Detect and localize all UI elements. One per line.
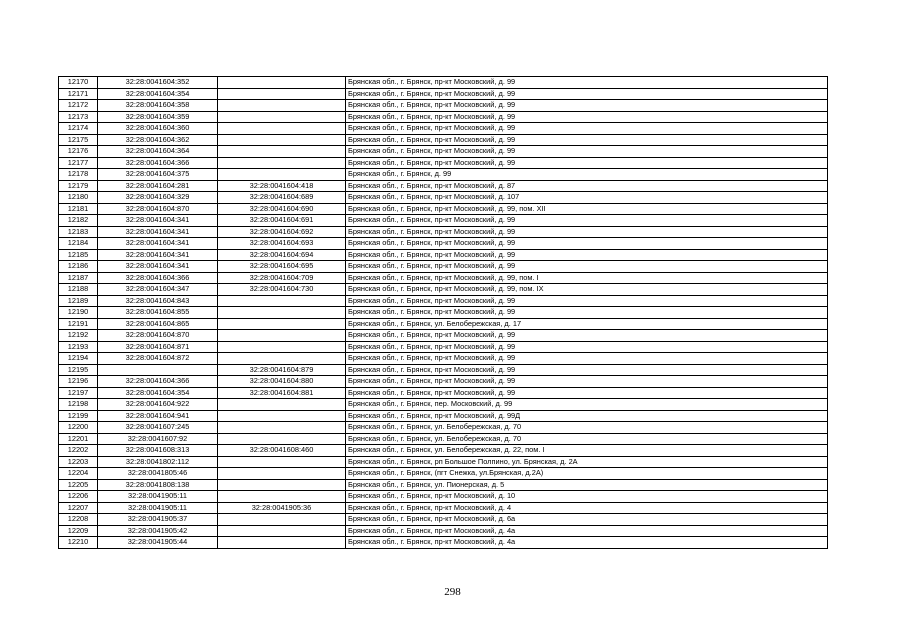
linked-cadastral-number-cell [218, 537, 346, 549]
cadastral-number-cell [98, 364, 218, 376]
cadastral-number-cell: 32:28:0041905:11 [98, 502, 218, 514]
cadastral-number-cell: 32:28:0041604:329 [98, 192, 218, 204]
linked-cadastral-number-cell [218, 433, 346, 445]
linked-cadastral-number-cell [218, 399, 346, 411]
linked-cadastral-number-cell [218, 514, 346, 526]
address-cell: Брянская обл., г. Брянск, пр-кт Московский, д. 99 [346, 215, 828, 227]
address-cell: Брянская обл., г. Брянск, пр-кт Московский, д. 87 [346, 180, 828, 192]
address-cell: Брянская обл., г. Брянск, пр-кт Московский, д. 99 [346, 295, 828, 307]
cadastral-number-cell: 32:28:0041604:855 [98, 307, 218, 319]
linked-cadastral-number-cell: 32:28:0041604:689 [218, 192, 346, 204]
cadastral-number-cell: 32:28:0041905:44 [98, 537, 218, 549]
row-number-cell: 12204 [59, 468, 98, 480]
address-cell: Брянская обл., г. Брянск, пр-кт Московский, д. 99 [346, 111, 828, 123]
cadastral-number-cell: 32:28:0041604:341 [98, 215, 218, 227]
cadastral-number-cell: 32:28:0041604:922 [98, 399, 218, 411]
cadastral-number-cell: 32:28:0041604:341 [98, 261, 218, 273]
linked-cadastral-number-cell [218, 88, 346, 100]
linked-cadastral-number-cell [218, 456, 346, 468]
address-cell: Брянская обл., г. Брянск, пр-кт Московский, д. 99 [346, 364, 828, 376]
cadastral-number-cell: 32:28:0041802:112 [98, 456, 218, 468]
table-row [59, 502, 828, 514]
linked-cadastral-number-cell: 32:28:0041608:460 [218, 445, 346, 457]
table-row [59, 410, 828, 422]
table-row [59, 77, 828, 89]
row-number-cell: 12186 [59, 261, 98, 273]
cadastral-number-cell: 32:28:0041604:375 [98, 169, 218, 181]
row-number-cell: 12177 [59, 157, 98, 169]
row-number-cell: 12200 [59, 422, 98, 434]
address-cell: Брянская обл., г. Брянск, пр-кт Московский, д. 99 [346, 376, 828, 388]
row-number-cell: 12179 [59, 180, 98, 192]
table-row [59, 157, 828, 169]
address-cell: Брянская обл., г. Брянск, ул. Белобережская, д. 22, пом. I [346, 445, 828, 457]
cadastral-number-cell: 32:28:0041604:358 [98, 100, 218, 112]
address-cell: Брянская обл., г. Брянск, пр-кт Московский, д. 99 [346, 157, 828, 169]
linked-cadastral-number-cell [218, 111, 346, 123]
table-row [59, 433, 828, 445]
cadastral-number-cell: 32:28:0041604:843 [98, 295, 218, 307]
row-number-cell: 12187 [59, 272, 98, 284]
address-cell: Брянская обл., г. Брянск, пр-кт Московский, д. 99 [346, 88, 828, 100]
table-row [59, 88, 828, 100]
cadastral-number-cell: 32:28:0041604:364 [98, 146, 218, 158]
row-number-cell: 12189 [59, 295, 98, 307]
address-cell: Брянская обл., г. Брянск, пр-кт Московский, д. 107 [346, 192, 828, 204]
table-row [59, 399, 828, 411]
linked-cadastral-number-cell [218, 330, 346, 342]
cadastral-number-cell: 32:28:0041608:313 [98, 445, 218, 457]
row-number-cell: 12170 [59, 77, 98, 89]
row-number-cell: 12174 [59, 123, 98, 135]
table-row [59, 422, 828, 434]
linked-cadastral-number-cell: 32:28:0041905:36 [218, 502, 346, 514]
address-cell: Брянская обл., г. Брянск, (пгт Снежка, ул.Брянская, д.2А) [346, 468, 828, 480]
table-row [59, 261, 828, 273]
page-number: 298 [444, 586, 461, 598]
table-row [59, 468, 828, 480]
linked-cadastral-number-cell: 32:28:0041604:730 [218, 284, 346, 296]
table-row [59, 295, 828, 307]
linked-cadastral-number-cell [218, 410, 346, 422]
address-cell: Брянская обл., г. Брянск, ул. Белобережская, д. 70 [346, 422, 828, 434]
row-number-cell: 12198 [59, 399, 98, 411]
row-number-cell: 12205 [59, 479, 98, 491]
table-row [59, 364, 828, 376]
linked-cadastral-number-cell [218, 353, 346, 365]
linked-cadastral-number-cell [218, 525, 346, 537]
table-row [59, 111, 828, 123]
cadastral-number-cell: 32:28:0041805:46 [98, 468, 218, 480]
address-cell: Брянская обл., г. Брянск, пр-кт Московский, д. 99 [346, 134, 828, 146]
address-cell: Брянская обл., г. Брянск, пр-кт Московский, д. 99 [346, 146, 828, 158]
address-cell: Брянская обл., г. Брянск, пр-кт Московский, д. 99 [346, 387, 828, 399]
row-number-cell: 12199 [59, 410, 98, 422]
linked-cadastral-number-cell: 32:28:0041604:881 [218, 387, 346, 399]
address-cell: Брянская обл., г. Брянск, ул. Белобережская, д. 70 [346, 433, 828, 445]
linked-cadastral-number-cell [218, 157, 346, 169]
row-number-cell: 12210 [59, 537, 98, 549]
linked-cadastral-number-cell [218, 295, 346, 307]
linked-cadastral-number-cell [218, 134, 346, 146]
cadastral-number-cell: 32:28:0041604:341 [98, 238, 218, 250]
address-cell: Брянская обл., г. Брянск, пр-кт Московский, д. 99 [346, 261, 828, 273]
address-cell: Брянская обл., г. Брянск, пр-кт Московский, д. 10 [346, 491, 828, 503]
table-row [59, 180, 828, 192]
address-cell: Брянская обл., г. Брянск, пр-кт Московский, д. 99 [346, 307, 828, 319]
address-cell: Брянская обл., г. Брянск, пр-кт Московский, д. 4а [346, 537, 828, 549]
row-number-cell: 12176 [59, 146, 98, 158]
table-row [59, 491, 828, 503]
row-number-cell: 12202 [59, 445, 98, 457]
address-cell: Брянская обл., г. Брянск, д. 99 [346, 169, 828, 181]
table-row [59, 307, 828, 319]
table-row [59, 146, 828, 158]
cadastral-number-cell: 32:28:0041604:865 [98, 318, 218, 330]
table-row [59, 353, 828, 365]
table-row [59, 215, 828, 227]
row-number-cell: 12195 [59, 364, 98, 376]
address-cell: Брянская обл., г. Брянск, пр-кт Московский, д. 99Д [346, 410, 828, 422]
address-cell: Брянская обл., г. Брянск, пр-кт Московский, д. 4а [346, 525, 828, 537]
cadastral-number-cell: 32:28:0041604:870 [98, 330, 218, 342]
table-row [59, 169, 828, 181]
table-row [59, 341, 828, 353]
row-number-cell: 12209 [59, 525, 98, 537]
table-row [59, 203, 828, 215]
table-row [59, 445, 828, 457]
table-row [59, 100, 828, 112]
cadastral-number-cell: 32:28:0041604:360 [98, 123, 218, 135]
table-row [59, 318, 828, 330]
address-cell: Брянская обл., г. Брянск, пр-кт Московский, д. 99 [346, 238, 828, 250]
cadastral-number-cell: 32:28:0041604:362 [98, 134, 218, 146]
cadastral-number-cell: 32:28:0041604:341 [98, 226, 218, 238]
linked-cadastral-number-cell [218, 77, 346, 89]
row-number-cell: 12184 [59, 238, 98, 250]
table-row [59, 226, 828, 238]
table-row [59, 456, 828, 468]
row-number-cell: 12171 [59, 88, 98, 100]
registry-table-body [59, 77, 828, 549]
cadastral-number-cell: 32:28:0041607:92 [98, 433, 218, 445]
address-cell: Брянская обл., г. Брянск, ул. Белобережская, д. 17 [346, 318, 828, 330]
address-cell: Брянская обл., г. Брянск, пр-кт Московский, д. 6а [346, 514, 828, 526]
cadastral-number-cell: 32:28:0041604:871 [98, 341, 218, 353]
row-number-cell: 12173 [59, 111, 98, 123]
row-number-cell: 12191 [59, 318, 98, 330]
cadastral-number-cell: 32:28:0041808:138 [98, 479, 218, 491]
table-row [59, 249, 828, 261]
row-number-cell: 12208 [59, 514, 98, 526]
linked-cadastral-number-cell: 32:28:0041604:880 [218, 376, 346, 388]
row-number-cell: 12196 [59, 376, 98, 388]
table-row [59, 123, 828, 135]
address-cell: Брянская обл., г. Брянск, пр-кт Московский, д. 99 [346, 330, 828, 342]
cadastral-number-cell: 32:28:0041604:870 [98, 203, 218, 215]
linked-cadastral-number-cell: 32:28:0041604:690 [218, 203, 346, 215]
row-number-cell: 12178 [59, 169, 98, 181]
linked-cadastral-number-cell: 32:28:0041604:694 [218, 249, 346, 261]
linked-cadastral-number-cell [218, 146, 346, 158]
address-cell: Брянская обл., г. Брянск, пер. Московский, д. 99 [346, 399, 828, 411]
table-row [59, 537, 828, 549]
table-row [59, 514, 828, 526]
linked-cadastral-number-cell: 32:28:0041604:692 [218, 226, 346, 238]
table-row [59, 272, 828, 284]
table-row [59, 192, 828, 204]
cadastral-number-cell: 32:28:0041604:366 [98, 272, 218, 284]
row-number-cell: 12206 [59, 491, 98, 503]
table-row [59, 376, 828, 388]
table-row [59, 284, 828, 296]
linked-cadastral-number-cell [218, 123, 346, 135]
address-cell: Брянская обл., г. Брянск, пр-кт Московский, д. 99 [346, 249, 828, 261]
address-cell: Брянская обл., г. Брянск, пр-кт Московский, д. 4 [346, 502, 828, 514]
address-cell: Брянская обл., г. Брянск, пр-кт Московский, д. 99 [346, 77, 828, 89]
row-number-cell: 12175 [59, 134, 98, 146]
row-number-cell: 12183 [59, 226, 98, 238]
table-row [59, 238, 828, 250]
table-row [59, 479, 828, 491]
row-number-cell: 12207 [59, 502, 98, 514]
address-cell: Брянская обл., г. Брянск, пр-кт Московский, д. 99 [346, 100, 828, 112]
row-number-cell: 12185 [59, 249, 98, 261]
linked-cadastral-number-cell: 32:28:0041604:693 [218, 238, 346, 250]
address-cell: Брянская обл., г. Брянск, пр-кт Московский, д. 99 [346, 226, 828, 238]
cadastral-number-cell: 32:28:0041604:354 [98, 88, 218, 100]
cadastral-number-cell: 32:28:0041905:11 [98, 491, 218, 503]
address-cell: Брянская обл., г. Брянск, пр-кт Московский, д. 99, пом. XII [346, 203, 828, 215]
row-number-cell: 12172 [59, 100, 98, 112]
linked-cadastral-number-cell [218, 169, 346, 181]
row-number-cell: 12197 [59, 387, 98, 399]
row-number-cell: 12203 [59, 456, 98, 468]
linked-cadastral-number-cell [218, 468, 346, 480]
row-number-cell: 12194 [59, 353, 98, 365]
cadastral-number-cell: 32:28:0041905:37 [98, 514, 218, 526]
cadastral-number-cell: 32:28:0041604:941 [98, 410, 218, 422]
cadastral-number-cell: 32:28:0041905:42 [98, 525, 218, 537]
linked-cadastral-number-cell: 32:28:0041604:418 [218, 180, 346, 192]
address-cell: Брянская обл., г. Брянск, пр-кт Московский, д. 99 [346, 341, 828, 353]
row-number-cell: 12180 [59, 192, 98, 204]
row-number-cell: 12193 [59, 341, 98, 353]
linked-cadastral-number-cell [218, 479, 346, 491]
cadastral-number-cell: 32:28:0041604:872 [98, 353, 218, 365]
table-row [59, 387, 828, 399]
table-row [59, 134, 828, 146]
linked-cadastral-number-cell: 32:28:0041604:709 [218, 272, 346, 284]
linked-cadastral-number-cell [218, 341, 346, 353]
linked-cadastral-number-cell [218, 100, 346, 112]
address-cell: Брянская обл., г. Брянск, пр-кт Московский, д. 99, пом. IX [346, 284, 828, 296]
address-cell: Брянская обл., г. Брянск, пр-кт Московский, д. 99 [346, 123, 828, 135]
row-number-cell: 12192 [59, 330, 98, 342]
cadastral-number-cell: 32:28:0041607:245 [98, 422, 218, 434]
cadastral-number-cell: 32:28:0041604:352 [98, 77, 218, 89]
linked-cadastral-number-cell [218, 422, 346, 434]
address-cell: Брянская обл., г. Брянск, пр-кт Московский, д. 99 [346, 353, 828, 365]
table-row [59, 330, 828, 342]
cadastral-number-cell: 32:28:0041604:347 [98, 284, 218, 296]
cadastral-number-cell: 32:28:0041604:281 [98, 180, 218, 192]
row-number-cell: 12188 [59, 284, 98, 296]
cadastral-number-cell: 32:28:0041604:354 [98, 387, 218, 399]
linked-cadastral-number-cell [218, 307, 346, 319]
row-number-cell: 12201 [59, 433, 98, 445]
linked-cadastral-number-cell [218, 491, 346, 503]
linked-cadastral-number-cell: 32:28:0041604:695 [218, 261, 346, 273]
address-cell: Брянская обл., г. Брянск, рп Большое Полпино, ул. Брянская, д. 2А [346, 456, 828, 468]
cadastral-number-cell: 32:28:0041604:366 [98, 157, 218, 169]
row-number-cell: 12182 [59, 215, 98, 227]
table-row [59, 525, 828, 537]
row-number-cell: 12190 [59, 307, 98, 319]
address-cell: Брянская обл., г. Брянск, пр-кт Московский, д. 99, пом. I [346, 272, 828, 284]
address-cell: Брянская обл., г. Брянск, ул. Пионерская, д. 5 [346, 479, 828, 491]
cadastral-number-cell: 32:28:0041604:359 [98, 111, 218, 123]
cadastral-number-cell: 32:28:0041604:366 [98, 376, 218, 388]
registry-table [58, 76, 828, 549]
linked-cadastral-number-cell: 32:28:0041604:691 [218, 215, 346, 227]
cadastral-number-cell: 32:28:0041604:341 [98, 249, 218, 261]
linked-cadastral-number-cell [218, 318, 346, 330]
linked-cadastral-number-cell: 32:28:0041604:879 [218, 364, 346, 376]
row-number-cell: 12181 [59, 203, 98, 215]
